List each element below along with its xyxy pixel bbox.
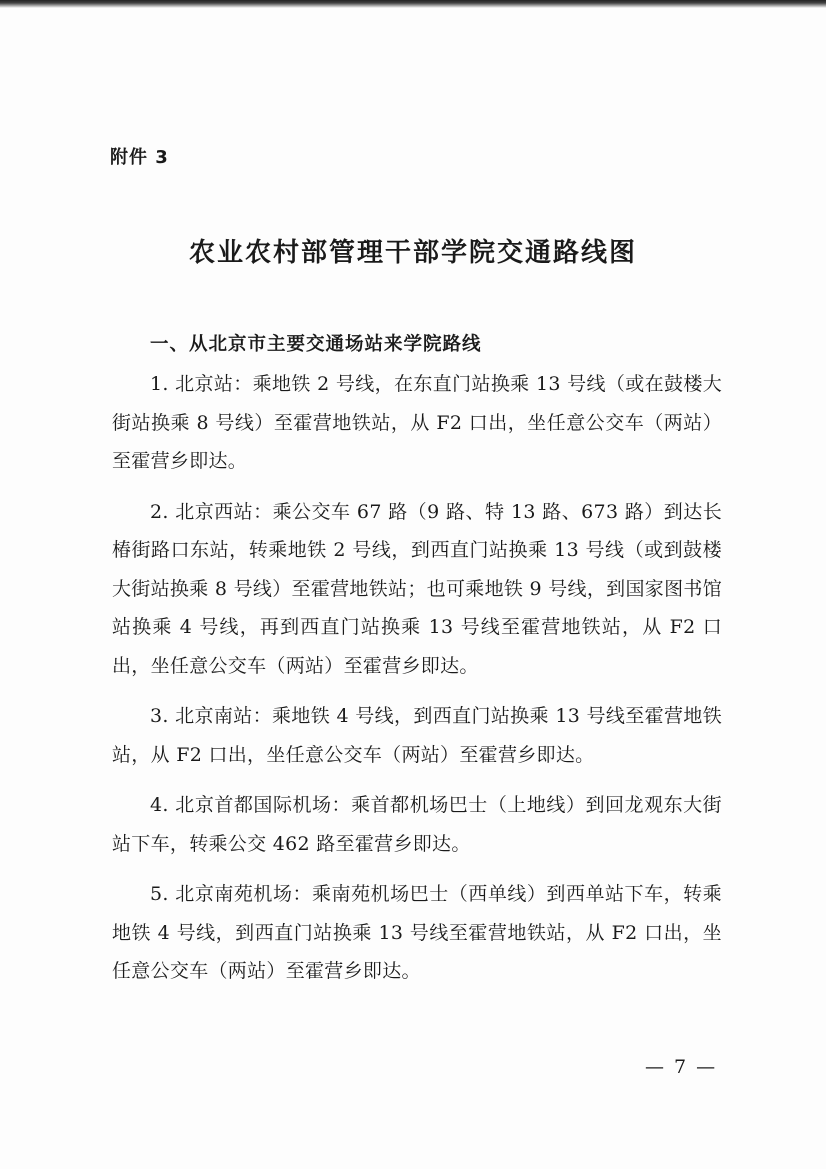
paragraph-capital-airport: 4. 北京首都国际机场：乘首都机场巴士（上地线）到回龙观东大街站下车，转乘公交 462 路至霍营乡即达。 xyxy=(112,794,722,855)
paragraph-beijing-south-station: 3. 北京南站：乘地铁 4 号线，到西直门站换乘 13 号线至霍营地铁站，从 F2 口出，坐任意公交车（两站）至霍营乡即达。 xyxy=(112,705,722,766)
scan-edge xyxy=(0,0,826,8)
paragraph-nanyuan-airport: 5. 北京南苑机场：乘南苑机场巴士（西单线）到西单站下车，转乘地铁 4 号线，到西直门站换乘 13 号线至霍营地铁站，从 F2 口出，坐任意公交车（两站）至霍营乡即达。 xyxy=(112,883,722,982)
body-text xyxy=(112,365,722,991)
section-heading: 一、从北京市主要交通场站来学院路线 xyxy=(150,334,482,355)
document-title: 农业农村部管理干部学院交通路线图 xyxy=(188,238,637,268)
attachment-label: 附件 3 xyxy=(110,147,169,168)
page-number: — 7 — xyxy=(645,1056,718,1078)
paragraph-beijing-station: 1. 北京站：乘地铁 2 号线，在东直门站换乘 13 号线（或在鼓楼大街站换乘 8 号线）至霍营地铁站，从 F2 口出，坐任意公交车（两站）至霍营乡即达。 xyxy=(112,373,722,472)
paragraph-beijing-west-station: 2. 北京西站：乘公交车 67 路（9 路、特 13 路、673 路）到达长椿街路口东站，转乘地铁 2 号线，到西直门站换乘 13 号线（或到鼓楼大街站换乘 8 号线）至霍营地铁站；也可乘地铁 9 号线，到国家图书馆站换乘 4 号线，再到西直门站换乘 13 号线至霍营地铁站，从 F2 口出，坐任意公交车（两站）至霍营乡即达。 xyxy=(112,500,722,677)
